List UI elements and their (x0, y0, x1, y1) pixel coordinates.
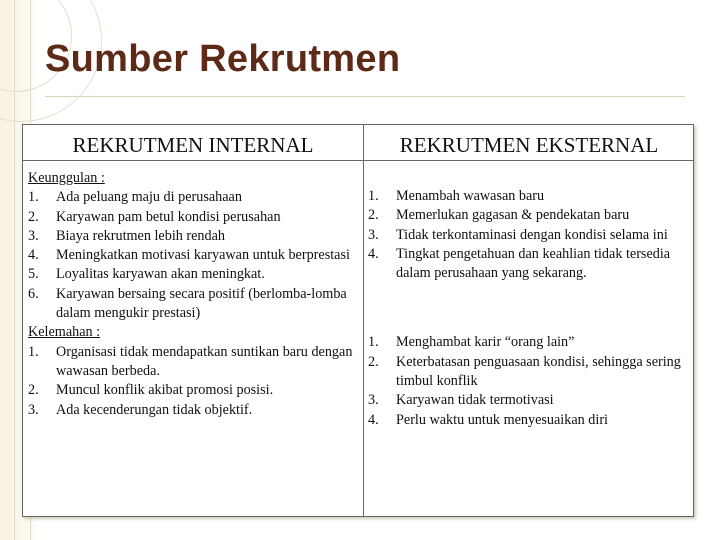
item-text: Meningkatkan motivasi karyawan untuk berprestasi (56, 247, 350, 264)
item-number: 3. (368, 226, 379, 243)
advantages-heading: Keunggulan : (28, 170, 105, 186)
list-item (28, 246, 358, 265)
item-text: Tidak terkontaminasi dengan kondisi selama ini (396, 226, 668, 243)
item-number: 1. (368, 334, 379, 351)
item-number: 3. (368, 392, 379, 409)
title-divider (45, 96, 685, 97)
list-item (368, 206, 688, 225)
item-text: Memerlukan gagasan & pendekatan baru (396, 207, 630, 224)
item-text: Menambah wawasan baru (396, 188, 545, 204)
list-item (28, 343, 358, 382)
column-divider (363, 125, 364, 516)
item-number: 4. (368, 245, 379, 262)
list-item (368, 391, 688, 410)
internal-advantages-list (28, 188, 358, 323)
item-number: 2. (368, 207, 379, 224)
disadvantages-heading: Kelemahan : (28, 324, 101, 341)
item-text: Biaya rekrutmen lebih rendah (56, 227, 226, 244)
item-text: Keterbatasan penguasaan kondisi, sehingga sering timbul konflik (396, 353, 681, 390)
list-item (368, 245, 688, 284)
list-item (28, 227, 358, 246)
list-item (28, 285, 358, 324)
item-number: 3. (28, 401, 39, 418)
internal-cell (28, 169, 358, 420)
list-item (368, 333, 688, 352)
header-internal: REKRUTMEN INTERNAL (72, 133, 314, 157)
external-advantages-list (368, 187, 688, 283)
item-text: Karyawan tidak termotivasi (396, 392, 554, 409)
item-number: 1. (28, 343, 39, 360)
item-number: 4. (368, 411, 379, 428)
list-item (28, 381, 358, 400)
item-text: Muncul konflik akibat promosi posisi. (56, 382, 274, 399)
item-text: Karyawan pam betul kondisi perusahan (56, 208, 281, 225)
list-item (28, 188, 358, 207)
item-number: 3. (28, 227, 39, 244)
item-text: Ada peluang maju di perusahaan (56, 189, 242, 206)
slide-title: Sumber Rekrutmen (45, 38, 401, 80)
item-text: Loyalitas karyawan akan meningkat. (56, 266, 265, 283)
list-item (28, 208, 358, 227)
list-item (28, 265, 358, 284)
list-item (368, 411, 688, 430)
item-number: 5. (28, 266, 39, 283)
item-number: 2. (28, 382, 39, 399)
item-number: 4. (28, 247, 39, 264)
list-item (28, 401, 358, 420)
list-item (368, 226, 688, 245)
header-external: REKRUTMEN EKSTERNAL (399, 133, 659, 157)
external-disadvantages-list (368, 333, 688, 429)
header-divider (23, 160, 693, 161)
item-text: Menghambat karir “orang lain” (396, 334, 575, 351)
item-text: Karyawan bersaing secara positif (berlomba-lomba dalam mengukir prestasi) (56, 285, 347, 322)
list-item (368, 353, 688, 392)
item-text: Tingkat pengetahuan dan keahlian tidak tersedia dalam perusahaan yang sekarang. (396, 245, 671, 282)
item-number: 1. (368, 188, 379, 204)
item-number: 1. (28, 189, 39, 206)
comparison-table (22, 124, 694, 517)
external-cell (368, 187, 688, 430)
item-text: Organisasi tidak mendapatkan suntikan baru dengan wawasan berbeda. (56, 343, 353, 379)
item-text: Perlu waktu untuk menyesuaikan diri (396, 411, 608, 428)
item-number: 2. (368, 353, 379, 370)
list-item (368, 187, 688, 206)
item-number: 2. (28, 208, 39, 225)
internal-disadvantages-list (28, 343, 358, 420)
item-number: 6. (28, 285, 39, 302)
item-text: Ada kecenderungan tidak objektif. (56, 401, 253, 418)
spacer (368, 283, 688, 333)
